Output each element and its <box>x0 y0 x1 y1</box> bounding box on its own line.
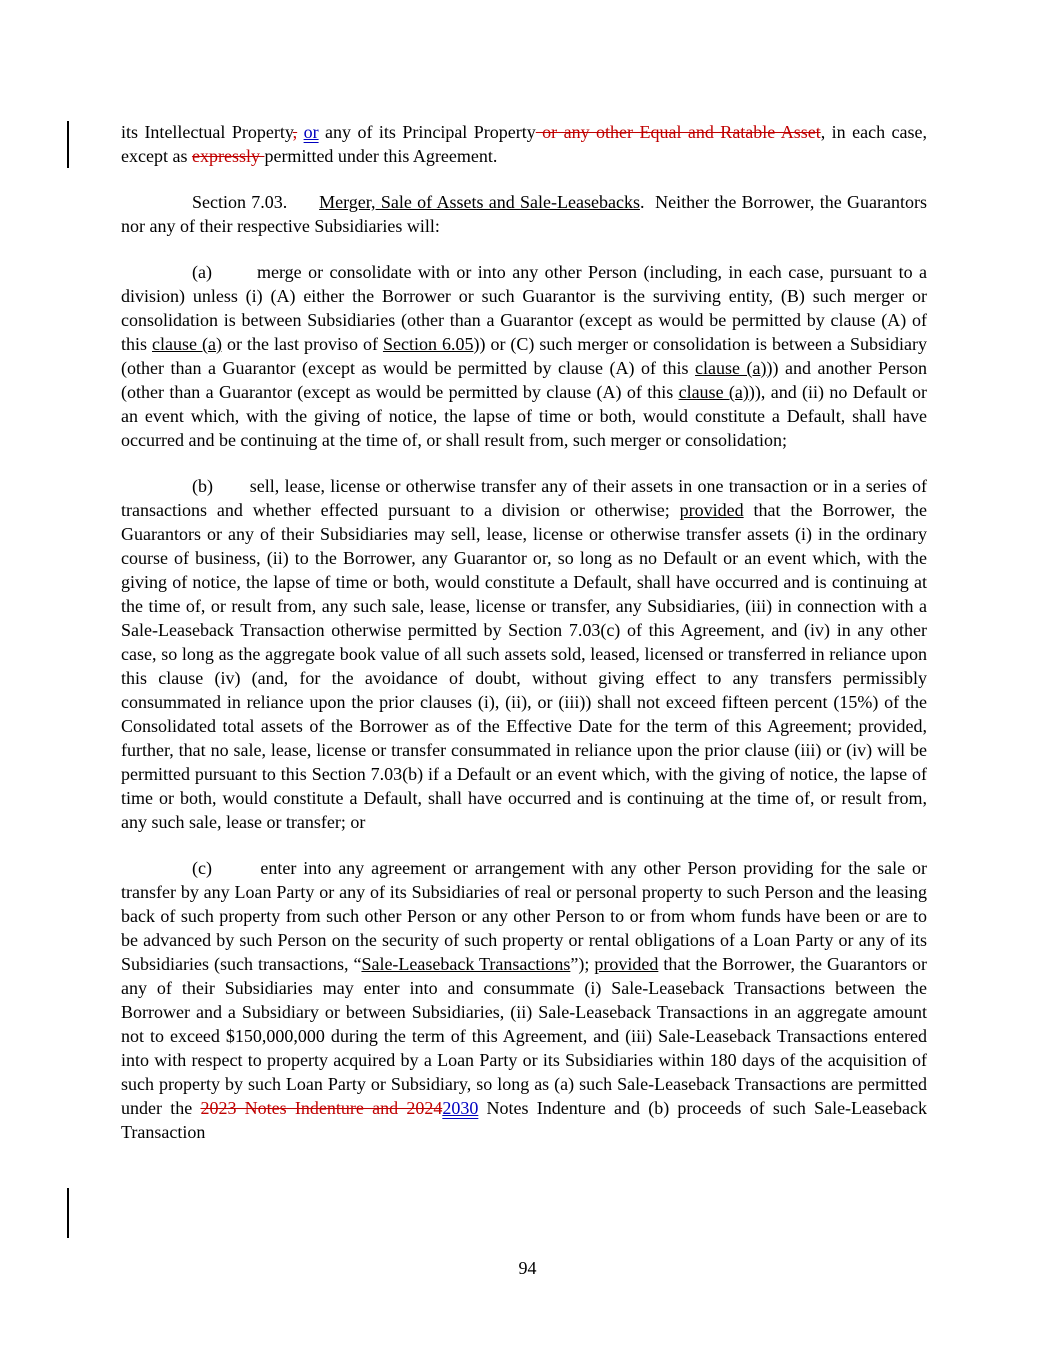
text-run: that the Borrower, the Guarantors or any of their Subsidiaries may sell, lease, license or otherwise transfer assets (i) in the ordinary course of business, (ii) to the Borrower, any Guarantor or, so long as no Default or an event which, with the giving of notice, the lapse of time or both, would constitute a Default, shall have occurred and is continuing at the time of, or result from, any such sale, lease, license or transfer, any Subsidiaries, (iii) in connection with a Sale-Leaseback Transaction otherwise permitted by Section 7.03(c) of this Agreement, and (iv) in any other case, so long as the aggregate book value of all such assets sold, leased, licensed or transferred in reliance upon this clause (iv) (and, for the avoidance of doubt, without giving effect to any transfers permissibly consummated in reliance upon the prior clauses (i), (ii), or (iii)) shall not exceed fifteen percent (15%) of the Consolidated total assets of the Borrower as of the Effective Date for the term of this Agreement; provided, further, that no sale, lease, license or transfer consummated in reliance upon the prior clause (iii) or (iv) will be permitted pursuant to this Section 7.03(b) if a Default or an event which, with the giving of notice, the lapse of time or both, would constitute a Default, shall have occurred and is continuing at the time of, or result from, any such sale, lease or transfer; or <box>121 500 927 832</box>
change-bar-bottom <box>67 1188 69 1238</box>
text-run: ”); <box>570 954 595 974</box>
paragraph <box>121 474 927 834</box>
deleted-text: expressly <box>191 146 265 166</box>
text-run: its Intellectual Property <box>121 122 293 142</box>
document-body <box>121 120 927 1166</box>
text-run: (a) merge or consolidate with or into any other Person (including, in each case, pursuant to a division) unless (i) (A) either the Borrower or such Guarantor is the surviving entity, (B) such merger or consolidation is between Subsidiaries (other than a Guarantor (except as would be permitted by clause (A) of this <box>121 262 927 354</box>
inserted-text: 2030 <box>442 1098 479 1118</box>
text-run: )) and another Person (other than a Guarantor (except as would be permitted by clause (A) of this <box>121 358 927 402</box>
underlined-text: clause (a) <box>152 334 222 354</box>
underlined-text: provided <box>679 500 744 520</box>
text-run: )) or (C) such merger or consolidation is between a Subsidiary (other than a Guarantor (except as would be permitted by clause (A) of this <box>121 334 928 378</box>
deleted-text: 2023 Notes Indenture and 2024 <box>200 1098 443 1118</box>
deleted-text: , <box>292 122 298 142</box>
text-run: . Neither the Borrower, the Guarantors nor any of their respective Subsidiaries will: <box>121 192 927 236</box>
text-run: , in each case, except as <box>121 122 927 166</box>
text-run: that the Borrower, the Guarantors or any of their Subsidiaries may enter into and consummate (i) Sale-Leaseback Transactions between the Borrower and a Subsidiary or between Subsidiaries, (ii) Sale-Leaseback Transactions in an aggregate amount not to exceed $150,000,000 during the term of this Agreement, and (iii) Sale-Leaseback Transactions entered into with respect to property acquired by a Loan Party or its Subsidiaries within 180 days of the acquisition of such property by such Loan Party or Subsidiary, so long as (a) such Sale-Leaseback Transactions are permitted under the <box>121 954 927 1118</box>
paragraph <box>121 190 927 238</box>
text-run: Section 7.03. <box>192 192 320 212</box>
underlined-text: clause (a) <box>695 358 767 378</box>
paragraph <box>121 260 927 452</box>
page-number: 94 <box>518 1258 537 1278</box>
text-run: (c) enter into any agreement or arrangement with any other Person providing for the sale or transfer by any Loan Party or any of its Subsidiaries of real or personal property to such Person and the leasing back of such property from such other Person or any other Person to or from whom funds have been or are to be advanced by such Person on the security of such property or rental obligations of a Loan Party or any of its Subsidiaries (such transactions, “ <box>121 858 927 974</box>
text-run: permitted under this Agreement. <box>264 146 498 166</box>
underlined-text: clause (a) <box>678 382 749 402</box>
text-run: any of its Principal Property <box>318 122 536 142</box>
text-run: )), and (ii) no Default or an event which, with the giving of notice, the lapse of time or both, would constitute a Default, shall have occurred and be continuing at the time of, or shall result from, such merger or consolidation; <box>121 382 928 450</box>
text-run: (b) sell, lease, license or otherwise transfer any of their assets in one transaction or in a series of transactions and whether effected pursuant to a division or otherwise; <box>121 476 927 520</box>
underlined-text: provided <box>594 954 659 974</box>
underlined-text: Merger, Sale of Assets and Sale-Leasebacks <box>319 192 640 212</box>
underlined-text: Sale-Leaseback Transactions <box>361 954 571 974</box>
text-run: or the last proviso of <box>221 334 383 354</box>
paragraph <box>121 856 927 1144</box>
text-run: Notes Indenture and (b) proceeds of such Sale-Leaseback Transaction <box>121 1098 928 1142</box>
change-bar-top <box>67 121 69 168</box>
inserted-text: or <box>303 122 319 142</box>
deleted-text: or any other Equal and Ratable Asset <box>535 122 821 142</box>
paragraph <box>121 120 927 168</box>
underlined-text: Section 6.05 <box>382 334 474 354</box>
